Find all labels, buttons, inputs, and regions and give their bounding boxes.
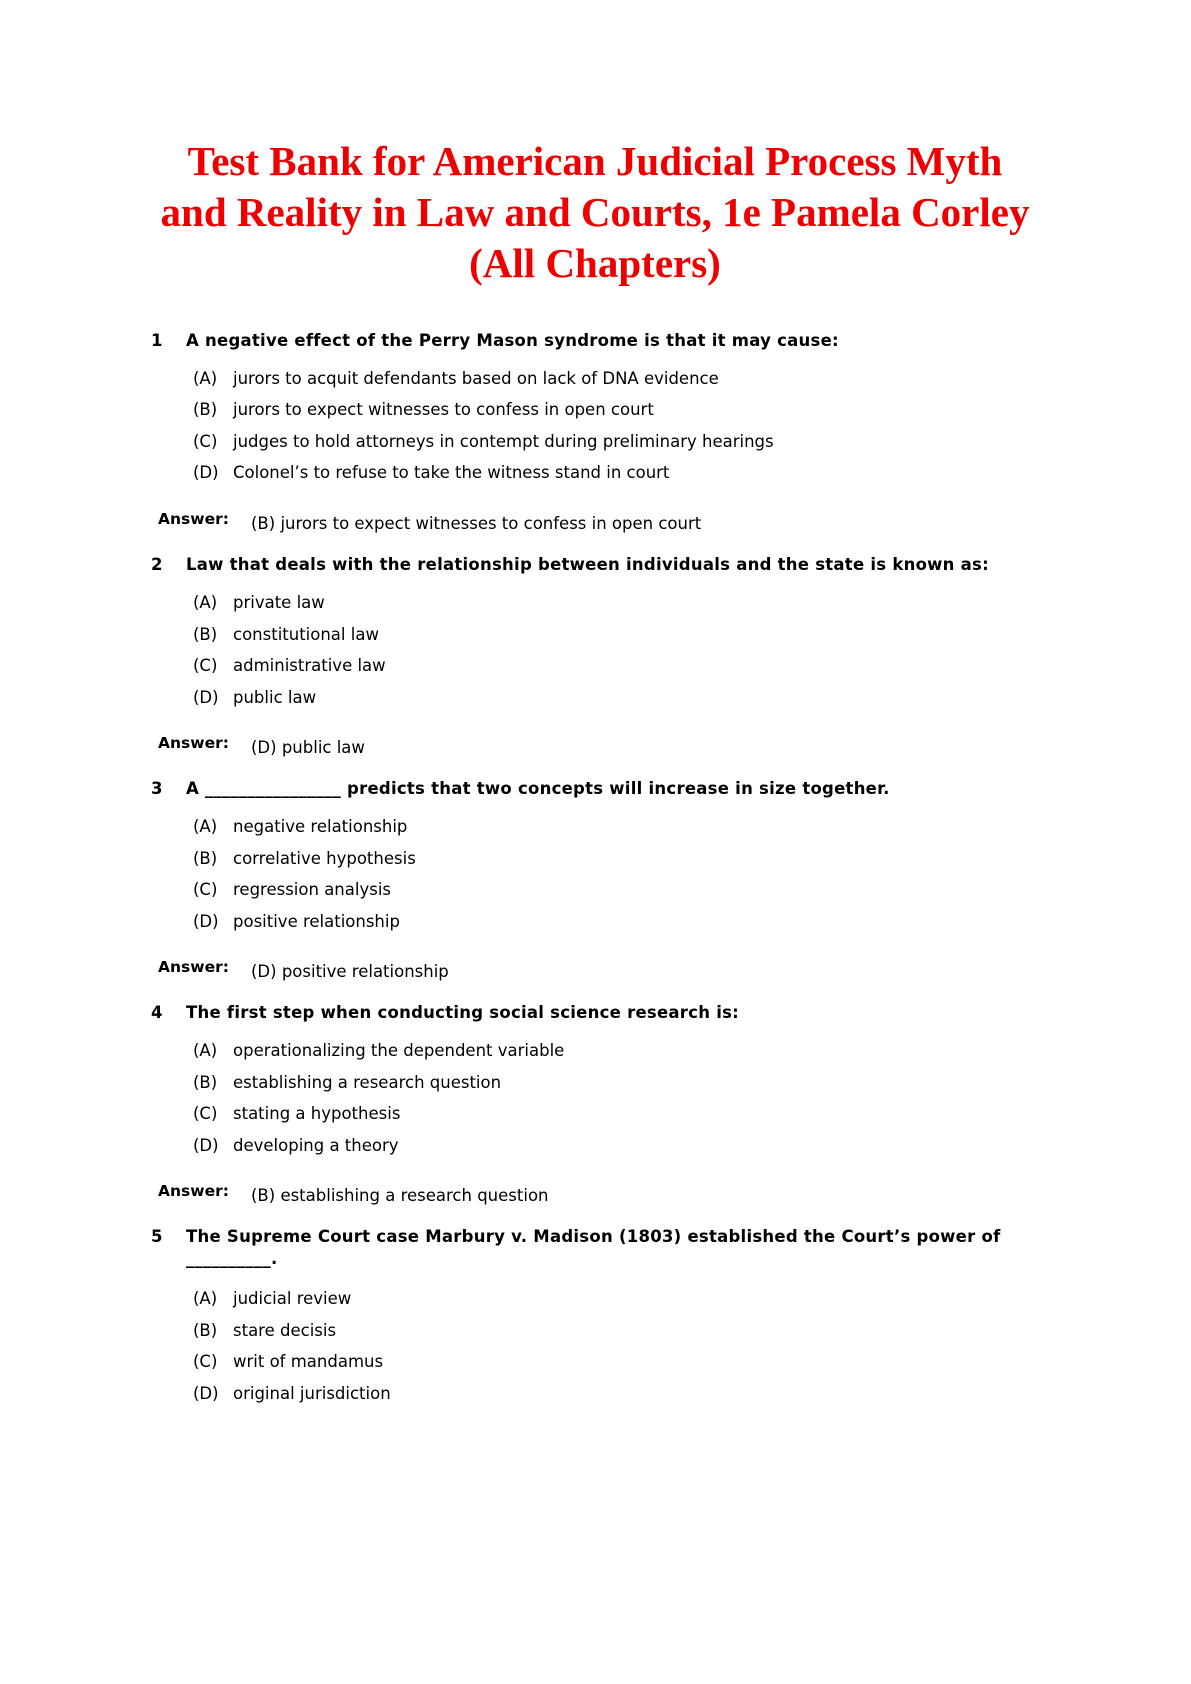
option-c: (C) regression analysis	[193, 880, 391, 899]
option-a: (A) operationalizing the dependent variable	[193, 1041, 565, 1060]
question-text-line: __________.	[186, 1249, 278, 1268]
answer-label: Answer:	[158, 510, 229, 528]
question-text	[186, 1226, 1026, 1270]
option-a: (A) jurors to acquit defendants based on lack of DNA evidence	[193, 369, 719, 388]
title-line-3: (All Chapters)	[469, 240, 721, 286]
question-text-line: A negative effect of the Perry Mason syndrome is that it may cause:	[186, 331, 839, 350]
option-d: (D) original jurisdiction	[193, 1384, 391, 1403]
question-number: 5	[151, 1227, 163, 1246]
option-a: (A) negative relationship	[193, 817, 408, 836]
answer-value: (D) positive relationship	[251, 962, 449, 981]
option-d: (D) public law	[193, 688, 317, 707]
answer-value: (B) jurors to expect witnesses to confess in open court	[251, 514, 702, 533]
option-b: (B) establishing a research question	[193, 1073, 502, 1092]
question-text	[186, 554, 1026, 576]
option-b: (B) stare decisis	[193, 1321, 337, 1340]
question-text	[186, 778, 1026, 800]
option-c: (C) stating a hypothesis	[193, 1104, 401, 1123]
question-text-line: A ________________ predicts that two concepts will increase in size together.	[186, 779, 890, 798]
question-text-line: The first step when conducting social science research is:	[186, 1003, 740, 1022]
answer-value: (B) establishing a research question	[251, 1186, 549, 1205]
answer-label: Answer:	[158, 734, 229, 752]
question-text-line: Law that deals with the relationship between individuals and the state is known as:	[186, 555, 989, 574]
option-c: (C) writ of mandamus	[193, 1352, 384, 1371]
document-title	[95, 136, 1095, 289]
option-b: (B) jurors to expect witnesses to confess in open court	[193, 400, 654, 419]
option-a: (A) judicial review	[193, 1289, 352, 1308]
option-b: (B) correlative hypothesis	[193, 849, 416, 868]
question-number: 1	[151, 331, 163, 350]
answer-label: Answer:	[158, 958, 229, 976]
option-d: (D) positive relationship	[193, 912, 400, 931]
title-line-2: and Reality in Law and Courts, 1e Pamela Corley	[160, 189, 1030, 235]
question-number: 3	[151, 779, 163, 798]
option-b: (B) constitutional law	[193, 625, 379, 644]
question-text	[186, 330, 1026, 352]
title-line-1: Test Bank for American Judicial Process Myth	[187, 138, 1003, 184]
option-a: (A) private law	[193, 593, 325, 612]
answer-label: Answer:	[158, 1182, 229, 1200]
option-c: (C) administrative law	[193, 656, 386, 675]
question-text-line: The Supreme Court case Marbury v. Madison (1803) established the Court’s power of	[186, 1227, 1001, 1246]
answer-value: (D) public law	[251, 738, 365, 757]
question-number: 2	[151, 555, 163, 574]
option-d: (D) developing a theory	[193, 1136, 399, 1155]
question-number: 4	[151, 1003, 163, 1022]
option-c: (C) judges to hold attorneys in contempt during preliminary hearings	[193, 432, 774, 451]
option-d: (D) Colonel’s to refuse to take the witness stand in court	[193, 463, 670, 482]
question-text	[186, 1002, 1026, 1024]
